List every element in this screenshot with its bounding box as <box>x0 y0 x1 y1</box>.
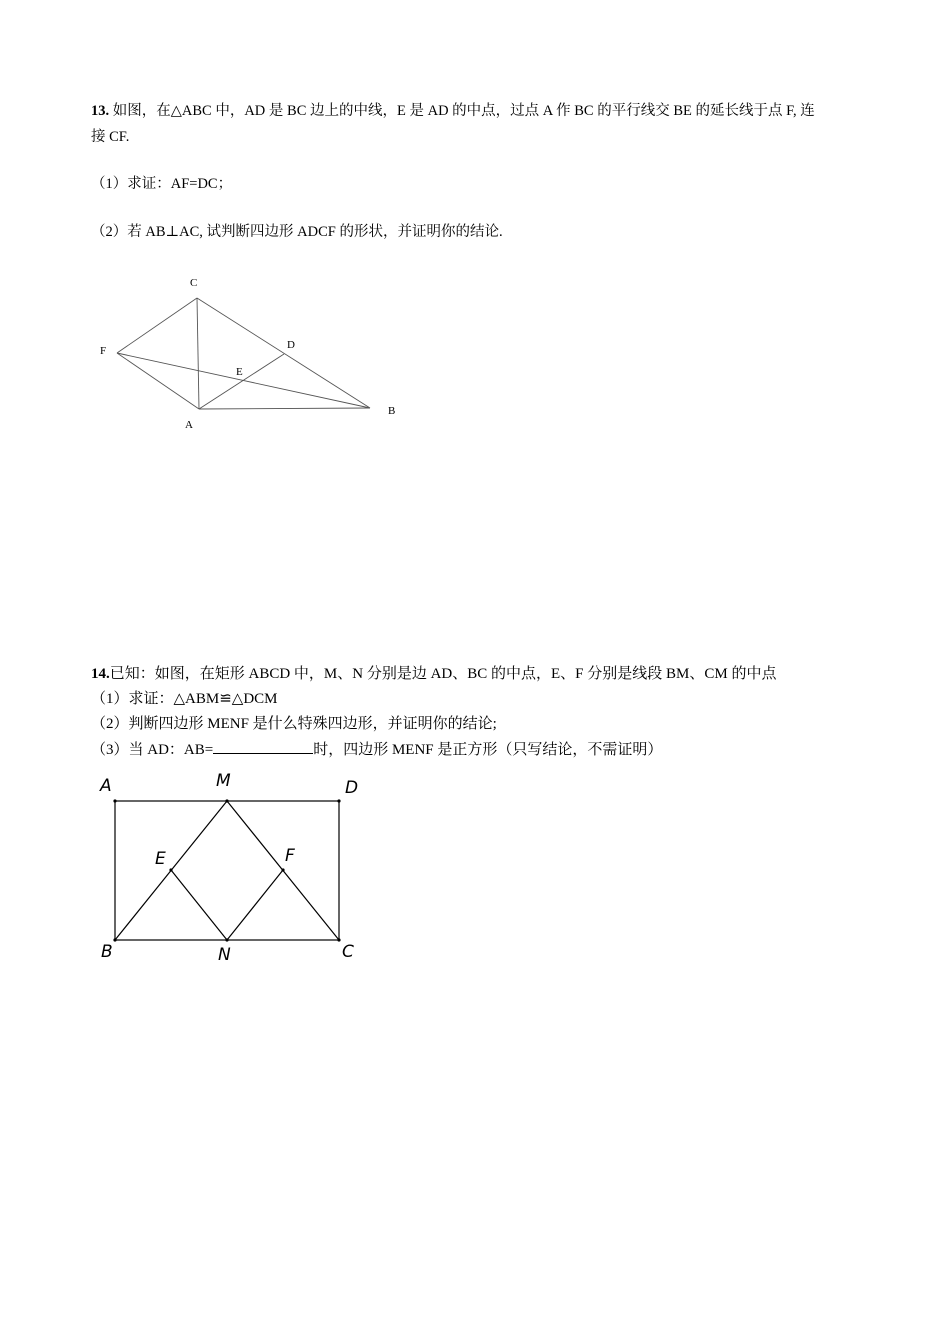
q13-label-d: D <box>287 339 295 351</box>
q14-rectangle-abcd <box>115 801 339 940</box>
q14-label-d: D <box>345 778 359 798</box>
q13-label-b: B <box>388 405 396 417</box>
q14-label-a: A <box>100 776 112 796</box>
q13-label-c: C <box>190 277 198 289</box>
q14-label-f: F <box>285 846 295 866</box>
q13-number: 13. <box>91 103 110 119</box>
q14-stem: 已知：如图，在矩形 ABCD 中，M、N 分别是边 AD、BC 的中点，E、F 分别是线段 BM、CM 的中点 <box>109 666 777 682</box>
q13-part1: （1）求证：AF=DC； <box>91 176 233 192</box>
q14-point-e <box>169 868 172 871</box>
q14-number: 14. <box>91 666 110 682</box>
q14-point-m <box>225 799 228 802</box>
q14-part3-suffix: 时，四边形 MENF 是正方形（只写结论，不需证明） <box>313 742 663 758</box>
q14-label-n: N <box>218 945 231 965</box>
q14-label-e: E <box>155 849 166 869</box>
q14-part1: （1）求证：△ABM≌△DCM <box>91 691 278 707</box>
q13-label-e: E <box>236 366 243 378</box>
q14-label-c: C <box>342 942 354 962</box>
q14-part2: （2）判断四边形 MENF 是什么特殊四边形，并证明你的结论; <box>91 716 497 732</box>
q14-point-n <box>225 938 228 941</box>
q13-part2: （2）若 AB⊥AC, 试判断四边形 ADCF 的形状，并证明你的结论. <box>91 224 503 240</box>
q14-point-b <box>113 938 116 941</box>
q13-label-f: F <box>100 345 107 357</box>
q14-point-c <box>337 938 340 941</box>
q13-line2: 接 CF. <box>91 129 130 145</box>
q14-label-m: M <box>216 771 231 791</box>
q14-part3-prefix: （3）当 AD：AB= <box>91 742 214 758</box>
q13-label-a: A <box>185 419 193 431</box>
q14-segment-nf <box>227 870 283 940</box>
q14-point-d <box>337 799 340 802</box>
q14-point-a <box>113 799 116 802</box>
q13-stem: 如图，在△ABC 中，AD 是 BC 边上的中线，E 是 AD 的中点，过点 A 作 BC 的平行线交 BE 的延长线于点 F, 连 <box>112 103 815 119</box>
q14-point-f <box>281 868 284 871</box>
q14-segment-en <box>171 870 227 940</box>
q14-label-b: B <box>101 942 113 962</box>
